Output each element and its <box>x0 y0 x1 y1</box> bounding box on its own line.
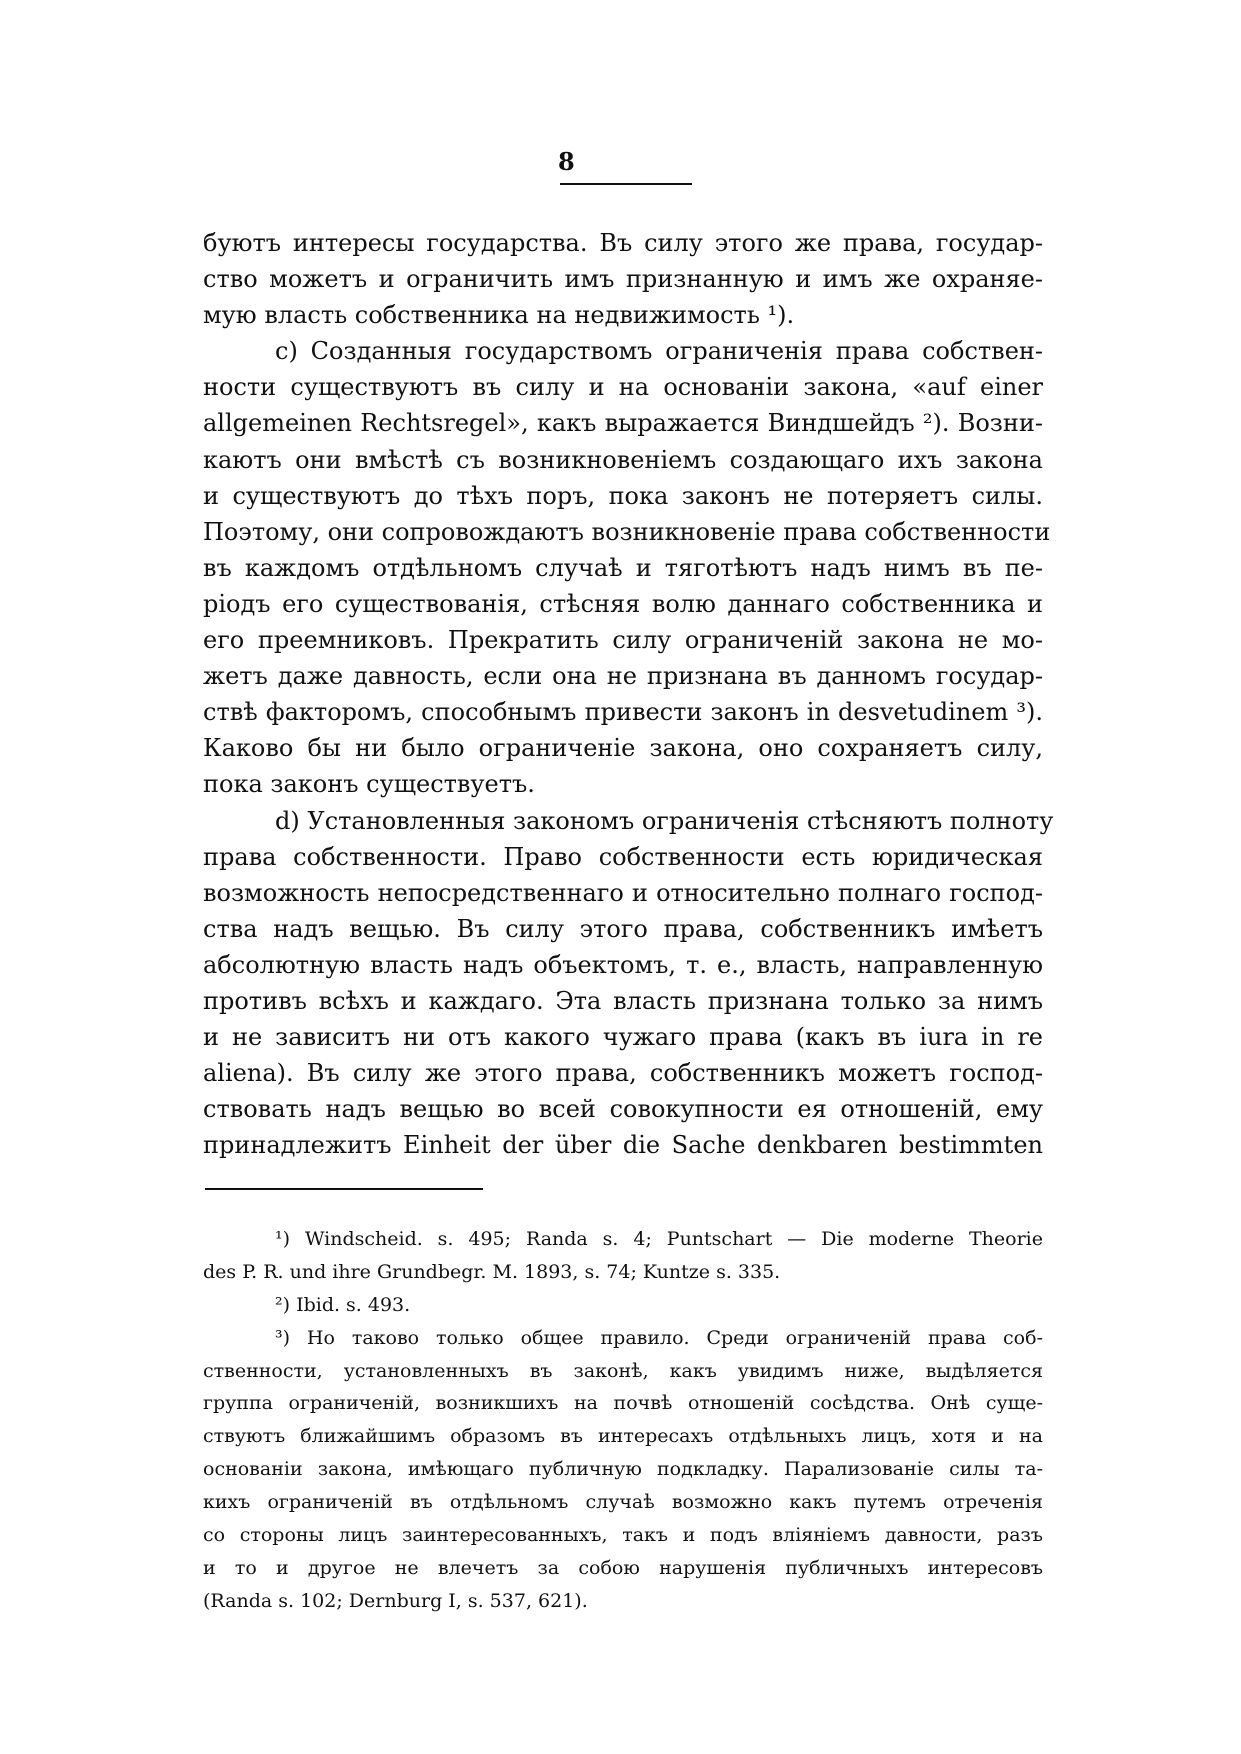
body-line: Каково бы ни было ограниченіе закона, оно сохраняетъ силу, <box>203 734 1043 763</box>
footnote-line: и то и другое не влечетъ за собою нарушенія публичныхъ интересовъ <box>203 1556 1043 1579</box>
footnote-line: ствуютъ ближайшимъ образомъ въ интересахъ отдѣльныхъ лицъ, хотя и на <box>203 1425 1043 1448</box>
footnote-1: ¹) Windscheid. s. 495; Randa s. 4; Puntschart — Die moderne Theorie <box>275 1228 1043 1250</box>
body-line: абсолютную власть надъ объектомъ, т. е., власть, направленную <box>203 950 1043 979</box>
footnote-line: группа ограниченій, возникшихъ на почвѣ отношеній сосѣдства. Онѣ суще- <box>203 1392 1043 1415</box>
footnote-2: ²) Ibid. s. 493. <box>275 1293 411 1316</box>
footnote-3: ³) Но таково только общее правило. Среди ограниченій права соб- <box>275 1326 1043 1349</box>
body-line: ствѣ факторомъ, способнымъ привести законъ in desvetudinem ³). <box>203 698 1043 727</box>
footnote-line: ственности, установленныхъ въ законѣ, какъ увидимъ ниже, выдѣляется <box>203 1359 1043 1382</box>
footnote-line: со стороны лицъ заинтересованныхъ, такъ и подъ вліяніемъ давности, разъ <box>203 1524 1043 1547</box>
body-line: ствовать надъ вещью во всей совокупности ея отношеній, ему <box>203 1095 1043 1124</box>
body-line: и существуютъ до тѣхъ поръ, пока законъ не потеряетъ силы. <box>203 481 1043 510</box>
body-line: мую власть собственника на недвижимость ¹). <box>203 301 795 330</box>
body-line: ства надъ вещью. Въ силу этого права, собственникъ имѣетъ <box>203 914 1043 943</box>
paragraph-d-start: d) Установленныя закономъ ограниченія стѣсняютъ полноту <box>275 806 1054 835</box>
footnotes <box>203 1223 1043 1618</box>
body-line: принадлежитъ Einheit der über die Sache denkbaren bestimmten <box>203 1131 1043 1160</box>
body-line: возможность непосредственнаго и относительно полнаго господ- <box>203 878 1043 907</box>
page-number: 8 <box>558 147 575 176</box>
body-line: ности существуютъ въ силу и на основаніи закона, «auf einer <box>203 373 1043 402</box>
footnote-line: кихъ ограниченій въ отдѣльномъ случаѣ возможно какъ путемъ отреченія <box>203 1491 1043 1514</box>
body-line: его преемниковъ. Прекратить силу ограниченій закона не мо- <box>203 626 1043 655</box>
footnote-line: (Randa s. 102; Dernburg I, s. 537, 621). <box>203 1589 588 1612</box>
body-line: противъ всѣхъ и каждаго. Эта власть признана только за нимъ <box>203 986 1043 1015</box>
body-line: и не зависитъ ни отъ какого чужаго права (какъ въ iura in re <box>203 1023 1043 1052</box>
footnote-rule <box>205 1188 483 1190</box>
body-line: буютъ интересы государства. Въ силу этого же права, государ- <box>203 229 1043 257</box>
body-line: въ каждомъ отдѣльномъ случаѣ и тяготѣютъ надъ нимъ въ пе- <box>203 553 1043 582</box>
body-line: Поэтому, они сопровождаютъ возникновеніе права собственности <box>203 517 1051 546</box>
body-line: ріодъ его существованія, стѣсняя волю даннаго собственника и <box>203 589 1043 618</box>
body-line: ство можетъ и ограничить имъ признанную и имъ же охраняе- <box>203 265 1043 294</box>
footnote-line: основаніи закона, имѣющаго публичную подкладку. Парализованіе силы та- <box>203 1458 1043 1481</box>
body-line: пока законъ существуетъ. <box>203 770 535 799</box>
page-number-rule <box>560 183 692 185</box>
body-line: права собственности. Право собственности есть юридическая <box>203 842 1043 871</box>
paragraph-c-start: c) Созданныя государствомъ ограниченія права собствен- <box>275 337 1043 366</box>
body-line: aliena). Въ силу же этого права, собственникъ можетъ господ- <box>203 1059 1043 1088</box>
body-line: каютъ они вмѣстѣ съ возникновеніемъ создающаго ихъ закона <box>203 445 1043 474</box>
body-line: жетъ даже давность, если она не признана въ данномъ государ- <box>203 662 1043 691</box>
footnote-line: des P. R. und ihre Grundbegr. M. 1893, s. 74; Kuntze s. 335. <box>203 1260 781 1283</box>
body-text <box>203 225 1054 1163</box>
body-line: allgemeinen Rechtsregel», какъ выражается Виндшейдъ ²). Возни- <box>203 409 1043 438</box>
